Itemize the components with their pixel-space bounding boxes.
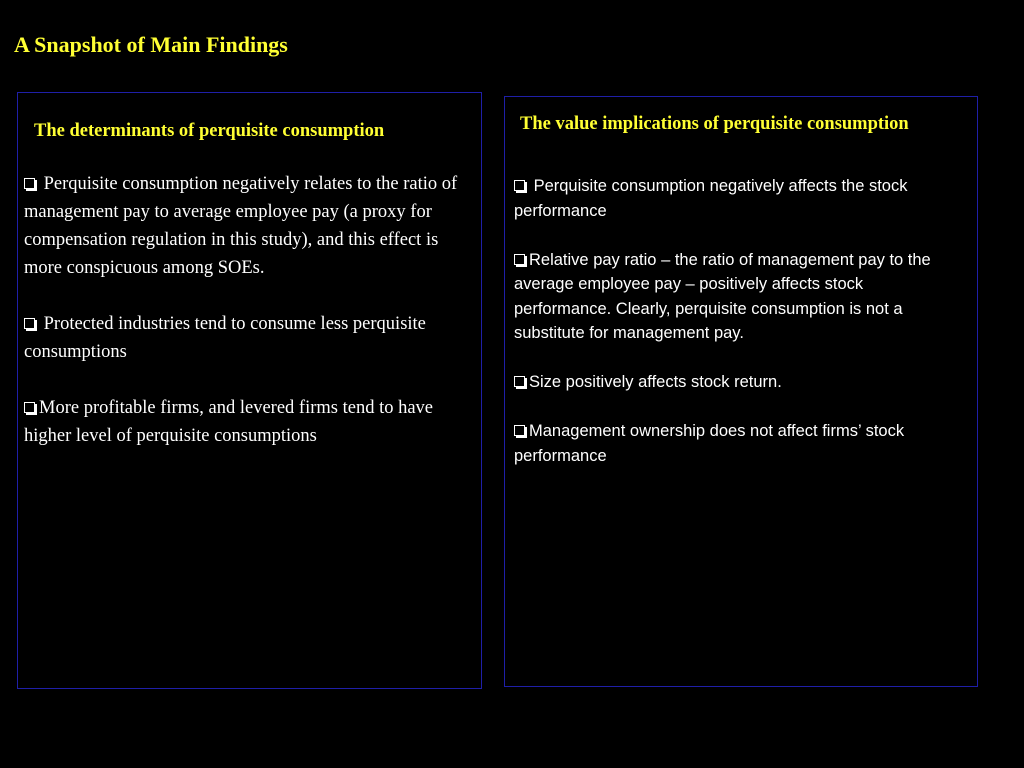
determinants-heading: The determinants of perquisite consumption <box>34 121 385 141</box>
checkbox-bullet-icon <box>24 178 35 189</box>
bullet-item <box>514 248 964 346</box>
determinants-panel <box>17 92 482 689</box>
determinants-bullet-list <box>24 170 474 478</box>
bullet-text: Perquisite consumption negatively relates to the ratio of management pay to average employee pay (a proxy for compensation regulation in this study), and this effect is more conspicuous among SOEs. <box>24 174 458 278</box>
value-implications-panel <box>504 96 978 687</box>
checkbox-bullet-icon <box>514 376 525 387</box>
bullet-text: Protected industries tend to consume less perquisite consumptions <box>24 314 426 362</box>
bullet-item <box>24 394 474 450</box>
bullet-item <box>514 370 964 395</box>
bullet-item <box>514 419 964 468</box>
bullet-text: More profitable firms, and levered firms tend to have higher level of perquisite consumptions <box>24 398 434 446</box>
bullet-item <box>514 174 964 223</box>
bullet-text: Perquisite consumption negatively affects the stock performance <box>514 177 908 220</box>
value-implications-heading: The value implications of perquisite consumption <box>520 114 909 134</box>
checkbox-bullet-icon <box>514 254 525 265</box>
checkbox-bullet-icon <box>24 402 35 413</box>
slide-title: A Snapshot of Main Findings <box>14 32 288 57</box>
checkbox-bullet-icon <box>514 180 525 191</box>
value-implications-bullet-list <box>514 174 964 493</box>
bullet-text: Relative pay ratio – the ratio of management pay to the average employee pay – positively affects stock performance. Clearly, perquisite consumption is not a substitute for management pay. <box>514 250 931 342</box>
checkbox-bullet-icon <box>514 425 525 436</box>
bullet-text: Management ownership does not affect firms’ stock performance <box>514 422 905 465</box>
checkbox-bullet-icon <box>24 318 35 329</box>
bullet-item <box>24 170 474 282</box>
bullet-item <box>24 310 474 366</box>
bullet-text: Size positively affects stock return. <box>529 373 782 391</box>
